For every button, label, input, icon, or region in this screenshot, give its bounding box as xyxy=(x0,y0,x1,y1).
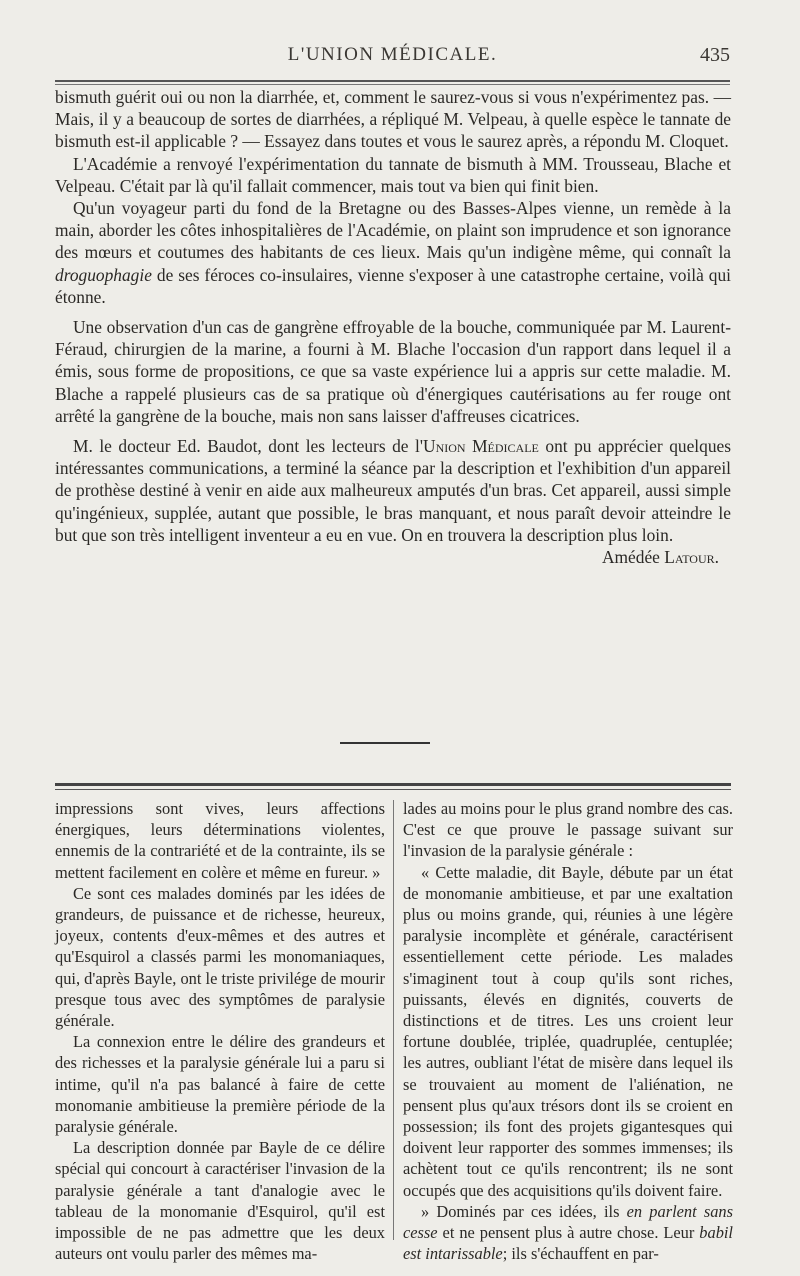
journal-name: Union Médicale xyxy=(423,436,539,457)
header-rule xyxy=(55,80,730,82)
signature: Amédée Latour. xyxy=(601,547,719,568)
paragraph: Qu'un voyageur parti du fond de la Bretagne ou des Basses-Alpes vienne, un remède à la main, aborder les côtes inhospitalières de l'Académie, on plaint son imprudence et son ignorance des mœurs et coutumes des habitants de ces lieux. Mais qu'un indigène même, qui connaît la droguophagie de ses féroces co-insulaires, vienne s'exposer à une catastrophe certaine, voilà qui étonne. xyxy=(55,198,731,307)
paragraph: « Cette maladie, dit Bayle, débute par un état de monomanie ambitieuse, et par une exaltation plus ou moins grande, qui, réunies à une légère paralysie incomplète et générale, caractérisent essentiellement cette période. Les malades s'imaginent tout à coup qu'ils sont riches, puissants, élevés en dignités, couverts de distinctions et de titres. Les uns croient leur fortune doublée, triplée, quadruplée, centuplée; les autres, oubliant l'état de misère dans lequel ils se trouvaient au moment de l'aliénation, ne pensent plus qu'aux trésors dont ils se croient en possession; ils font des projets gigantesques qui doivent leur rapporter des sommes immenses; ils achètent tout ce qu'ils rencontrent; ils ne sont occupés que des acquisitions qu'ils doivent faire. xyxy=(403,862,733,1200)
paragraph: M. le docteur Ed. Baudot, dont les lecteurs de l'Union Médicale ont pu apprécier quelques intéressantes communications, a terminé la séance par la description et l'exhibition d'un appareil de prothèse destiné à venir en aide aux malheureux amputés d'un bras. Cet appareil, aussi simple qu'ingénieux, supplée, autant que possible, le bras manquant, et nous paraît devoir atteindre le but que son très intelligent inventeur a eu en vue. On en trouvera la description plus loin. xyxy=(55,436,732,545)
feuilleton-rule-thin xyxy=(55,789,731,790)
paragraph: L'Académie a renvoyé l'expérimentation du tannate de bismuth à MM. Trousseau, Blache et Velpeau. C'était par là qu'il fallait commencer, mais tout va bien qui finit bien. xyxy=(55,153,731,196)
paragraph: La description donnée par Bayle de ce délire spécial qui concourt à caractériser l'invasion de la paralysie générale a tant d'analogie avec le tableau de la monomanie d'Esquirol, qu'il est impossible de ne pas admettre que les deux auteurs ont voulu parler des mêmes ma- xyxy=(55,1138,385,1264)
page-header xyxy=(55,44,730,74)
running-title: L'UNION MÉDICALE. xyxy=(287,44,498,65)
paragraph: » Dominés par ces idées, ils en parlent sans cesse et ne pensent plus à autre chose. Leur babil est intarissable; ils s'échauffent en par- xyxy=(403,1201,733,1264)
paragraph: La connexion entre le délire des grandeurs et des richesses et la paralysie générale lui a paru si intime, qu'il n'a pas balancé à faire de cette monomanie ambitieuse la première période de la paralysie générale. xyxy=(55,1032,385,1137)
feuilleton-rule xyxy=(55,783,731,786)
article-body xyxy=(55,86,731,568)
left-column xyxy=(55,798,385,1264)
paragraph: Une observation d'un cas de gangrène effroyable de la bouche, communiquée par M. Laurent-Féraud, chirurgien de la marine, a fourni à M. Blache l'occasion d'un rapport dans lequel il a émis, sous forme de propositions, ce que sa vaste expérience lui a appris sur cette maladie. M. Blache a rappelé plusieurs cas de sa pratique où d'énergiques cautérisations au fer rouge ont arrêté la gangrène de la bouche, mais non sans laisser d'affreuses cicatrices. xyxy=(55,317,731,426)
right-column xyxy=(403,798,733,1264)
paragraph: Ce sont ces malades dominés par les idées de grandeurs, de puissance et de richesse, heureux, joyeux, contents d'eux-mêmes et des autres et qu'Esquirol a classés parmi les monomaniaques, qui, d'après Bayle, ont le triste privilége de mourir presque tous avec des symptômes de paralysie générale. xyxy=(55,883,385,1031)
header-rule-thin xyxy=(55,84,730,85)
page-number: 435 xyxy=(700,44,730,66)
section-separator xyxy=(340,742,430,744)
column-divider xyxy=(393,800,394,1240)
paragraph: bismuth guérit oui ou non la diarrhée, et, comment le saurez-vous si vous n'expérimentez pas. — Mais, il y a beaucoup de sortes de diarrhées, a répliqué M. Velpeau, à quelle espèce le tannate de bismuth est-il applicable ? — Essayez dans toutes et vous le saurez après, a répondu M. Cloquet. xyxy=(55,87,731,152)
paragraph: lades au moins pour le plus grand nombre des cas. C'est ce que prouve le passage suivant sur l'invasion de la paralysie générale : xyxy=(403,799,733,861)
italic-term: droguophagie xyxy=(55,264,152,285)
paragraph: impressions sont vives, leurs affections énergiques, leurs déterminations violentes, ennemis de la contrariété et de la contrainte, ils se mettent facilement en colère et même en fureur. » xyxy=(55,799,385,882)
